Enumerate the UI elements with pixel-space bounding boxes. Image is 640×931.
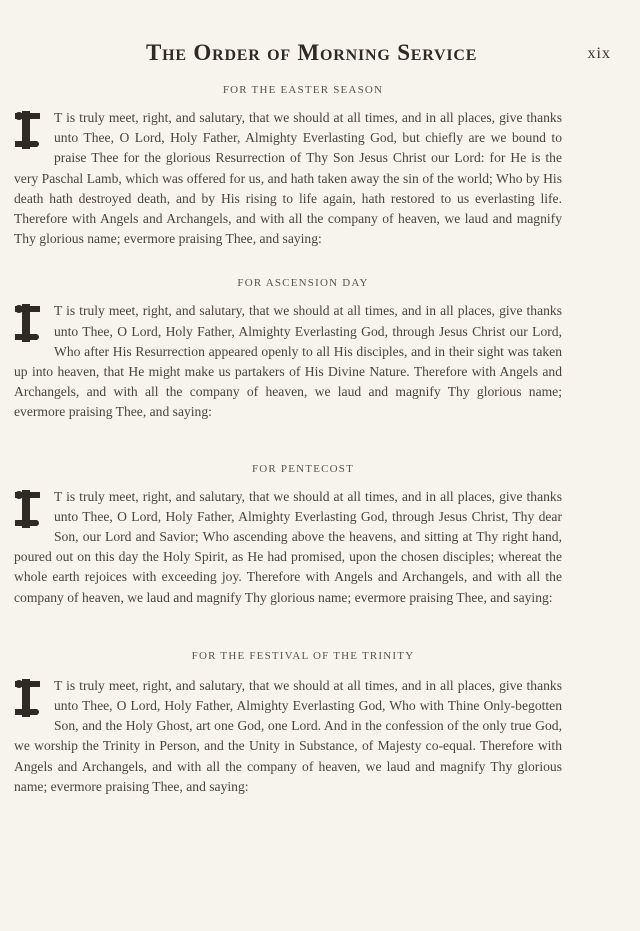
running-head — [14, 38, 611, 76]
section-festival-of-the-trinity — [14, 650, 564, 797]
paragraph-text: T is truly meet, right, and salutary, that we should at all times, and in all places, give thanks unto Thee, O Lord, Holy Father, Almighty Everlasting God, through Jesus Christ, Thy dear Son, our Lord and Savior; Who ascending above the heavens, and sitting at Thy right hand, poured out on this day the Holy Spirit, as He had promised, upon the chosen disciples; whereat the whole earth rejoices with exceeding joy. Therefore with Angels and Archangels, and with all the company of heaven, we laud and magnify Thy glorious name; evermore praising Thee, and saying: — [14, 488, 562, 605]
drop-cap-initial — [14, 302, 42, 344]
section-heading: FOR ASCENSION DAY — [237, 277, 369, 290]
section-pentecost — [14, 463, 564, 608]
preface-text — [14, 108, 562, 249]
section-heading: FOR THE FESTIVAL OF THE TRINITY — [191, 649, 415, 662]
drop-cap-initial — [14, 109, 42, 151]
paragraph-text: T is truly meet, right, and salutary, that we should at all times, and in all places, give thanks unto Thee, O Lord, Holy Father, Almighty Everlasting God, through Jesus Christ our Lord, Who after His Resurrection appeared openly to all His disciples, and in their sight was taken up into heaven, that He might make us partakers of His Divine Nature. Therefore with Angels and Archangels, and with all the company of heaven, we laud and magnify Thy glorious name; evermore praising Thee, and saying: — [14, 303, 562, 420]
paragraph-text: T is truly meet, right, and salutary, that we should at all times, and in all places, give thanks unto Thee, O Lord, Holy Father, Almighty Everlasting God, Who with Thine Only-begotten Son, and the Holy Ghost, art one God, one Lord. And in the confession of the only true God, we worship the Trinity in Person, and the Unity in Substance, of Majesty co-equal. Therefore with Angels and Archangels, and with all the company of heaven, we laud and magnify Thy glorious name; evermore praising Thee, and saying: — [14, 677, 562, 794]
section-easter-season — [14, 84, 564, 249]
page-number: xix — [587, 45, 611, 62]
preface-text — [14, 301, 562, 422]
drop-cap-initial — [14, 488, 42, 530]
paragraph-text: T is truly meet, right, and salutary, that we should at all times, and in all places, give thanks unto Thee, O Lord, Holy Father, Almighty Everlasting God, but chiefly are we bound to praise Thee for the glorious Resurrection of Thy Son Jesus Christ our Lord: for He is the very Paschal Lamb, which was offered for us, and hath taken away the sin of the world; Who by His death hath destroyed death, and by His rising to life again, hath restored to us everlasting life. Therefore with Angels and Archangels, and with all the company of heaven, we laud and magnify Thy glorious name; evermore praising Thee, and saying: — [14, 110, 562, 247]
preface-text — [14, 676, 562, 797]
section-heading: FOR PENTECOST — [251, 462, 355, 475]
section-heading: FOR THE EASTER SEASON — [222, 84, 384, 96]
preface-text — [14, 487, 562, 608]
section-ascension-day — [14, 277, 564, 422]
running-title: The Order of Morning Service — [146, 40, 478, 65]
drop-cap-initial — [14, 677, 42, 719]
